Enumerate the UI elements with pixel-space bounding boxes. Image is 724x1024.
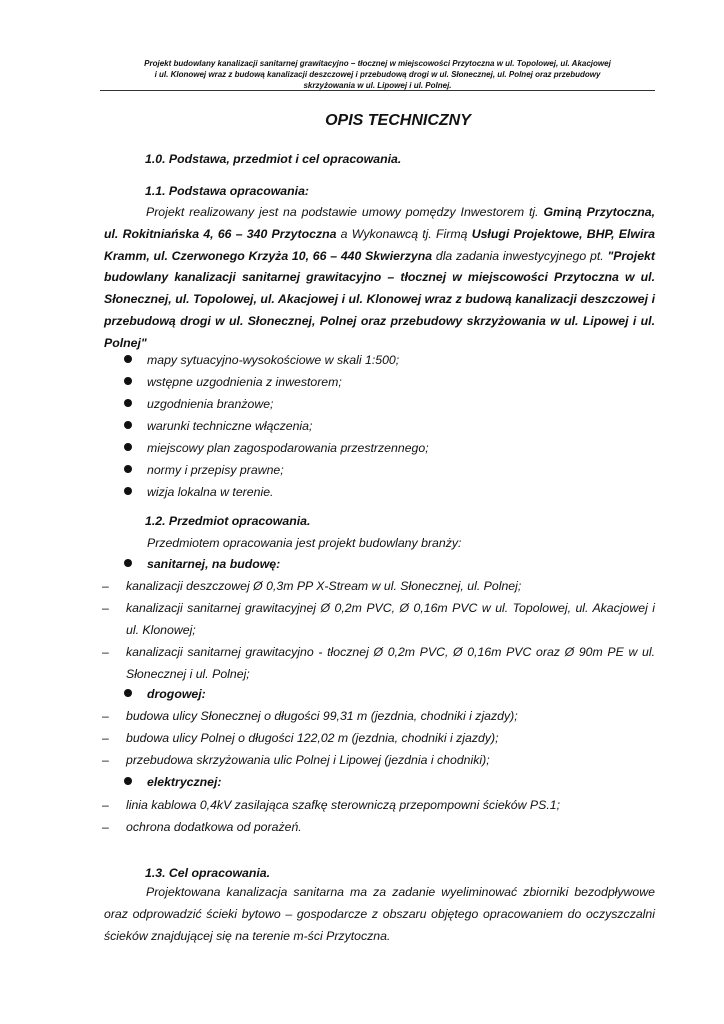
header-line-3: skrzyżowania w ul. Lipowej i ul. Polnej. — [303, 81, 452, 90]
dash-marker: – — [102, 601, 109, 615]
road-item: budowa ulicy Polnej o długości 122,02 m (jezdnia, chodniki i zjazdy); — [126, 731, 499, 745]
dash-marker: – — [102, 731, 109, 745]
basis-item: wizja lokalna w terenie. — [147, 485, 274, 499]
investor-name: Gminą Przytoczna, ul. Rokitniańska 4, 66 – 340 Przytoczna — [104, 205, 655, 241]
dash-marker: – — [102, 798, 109, 812]
running-header — [100, 58, 655, 91]
basis-item: miejscowy plan zagospodarowania przestrzennego; — [147, 441, 429, 455]
section-1-1-paragraph — [104, 202, 655, 355]
header-divider — [100, 90, 655, 91]
bullet-dot — [124, 465, 132, 473]
basis-item: wstępne uzgodnienia z inwestorem; — [147, 375, 342, 389]
bullet-dot — [124, 377, 132, 385]
bullet-dot — [124, 355, 132, 363]
basis-item: mapy sytuacyjno-wysokościowe w skali 1:500; — [147, 353, 400, 367]
basis-item: warunki techniczne włączenia; — [147, 419, 313, 433]
road-item: budowa ulicy Słonecznej o długości 99,31 m (jezdnia, chodniki i zjazdy); — [126, 709, 518, 723]
bullet-dot — [124, 689, 132, 697]
dash-marker: – — [102, 579, 109, 593]
sanitary-item: kanalizacji sanitarnej grawitacyjno - tłocznej Ø 0,2m PVC, Ø 0,16m PVC oraz Ø 90m PE w ul. Słonecznej i ul. Polnej; — [126, 645, 655, 681]
electrical-item: ochrona dodatkowa od porażeń. — [126, 820, 302, 834]
para-text-c: a Wykonawcą tj. Firmą — [336, 226, 472, 241]
electrical-item: linia kablowa 0,4kV zasilająca szafkę sterowniczą przepompowni ścieków PS.1; — [126, 798, 561, 812]
road-item: przebudowa skrzyżowania ulic Polnej i Lipowej (jezdnia i chodniki); — [126, 753, 490, 767]
contractor-name: Usługi Projektowe, BHP, Elwira Kramm, ul. Czerwonego Krzyża 10, 66 – 440 Skwierzyna — [104, 226, 655, 263]
section-1-3-heading: 1.3. Cel opracowania. — [145, 866, 271, 880]
section-1-0-heading: 1.0. Podstawa, przedmiot i cel opracowania. — [145, 152, 402, 166]
header-line-2: i ul. Klonowej wraz z budową kanalizacji deszczowej i przebudową drogi w ul. Słonecznej, ul. Polnej oraz przebudowy — [154, 70, 601, 79]
section-1-1-heading: 1.1. Podstawa opracowania: — [145, 184, 310, 198]
category-drogowa: drogowej: — [147, 687, 206, 701]
dash-marker: – — [102, 645, 109, 659]
category-sanitarna: sanitarnej, na budowę: — [147, 557, 281, 571]
header-line-1: Projekt budowlany kanalizacji sanitarnej grawitacyjno – tłocznej w miejscowości Przytoczna w ul. Topolowej, ul. Akacjowej — [144, 59, 611, 68]
section-1-2-intro: Przedmiotem opracowania jest projekt budowlany branży: — [147, 536, 462, 550]
project-title: "Projekt budowlany kanalizacji sanitarnej grawitacyjno – tłocznej w miejscowości Przytoczna w ul. Słonecznej, ul. Topolowej, ul. Akacjowej i ul. Klonowej wraz z budową kanalizacji deszczowej i przebudową drogi w ul. Słonecznej, Polnej oraz przebudowy skrzyżowania w ul. Lipowej i ul. Polnej" — [104, 248, 655, 350]
sanitary-item: kanalizacji deszczowej Ø 0,3m PP X-Stream w ul. Słonecznej, ul. Polnej; — [126, 579, 522, 593]
dash-marker: – — [102, 709, 109, 723]
section-1-3-paragraph — [104, 882, 655, 947]
section-1-2-heading: 1.2. Przedmiot opracowania. — [145, 514, 311, 528]
dash-marker: – — [102, 753, 109, 767]
bullet-dot — [124, 399, 132, 407]
bullet-dot — [124, 777, 132, 785]
purpose-text: Projektowana kanalizacja sanitarna ma za zadanie wyeliminować zbiorniki bezodpływowe oraz odprowadzić ścieki bytowo – gospodarcze z obszaru objętego opracowaniem do oczyszczalni ścieków znajdującej się na terenie m-ści Przytoczna. — [104, 885, 655, 943]
bullet-dot — [124, 421, 132, 429]
category-elektryczna: elektrycznej: — [147, 775, 222, 789]
basis-item: normy i przepisy prawne; — [147, 463, 284, 477]
sanitary-item: kanalizacji sanitarnej grawitacyjnej Ø 0,2m PVC, Ø 0,16m PVC w ul. Topolowej, ul. Akacjowej i ul. Klonowej; — [126, 601, 655, 637]
bullet-dot — [124, 487, 132, 495]
document-title: OPIS TECHNICZNY — [325, 112, 471, 129]
dash-marker: – — [102, 820, 109, 834]
bullet-dot — [124, 559, 132, 567]
bullet-dot — [124, 443, 132, 451]
para-text-a: Projekt realizowany jest na podstawie umowy pomędzy Inwestorem tj. — [146, 205, 544, 219]
basis-item: uzgodnienia branżowe; — [147, 397, 274, 411]
para-text-e: dla zadania inwestycyjnego pt. — [432, 248, 608, 263]
